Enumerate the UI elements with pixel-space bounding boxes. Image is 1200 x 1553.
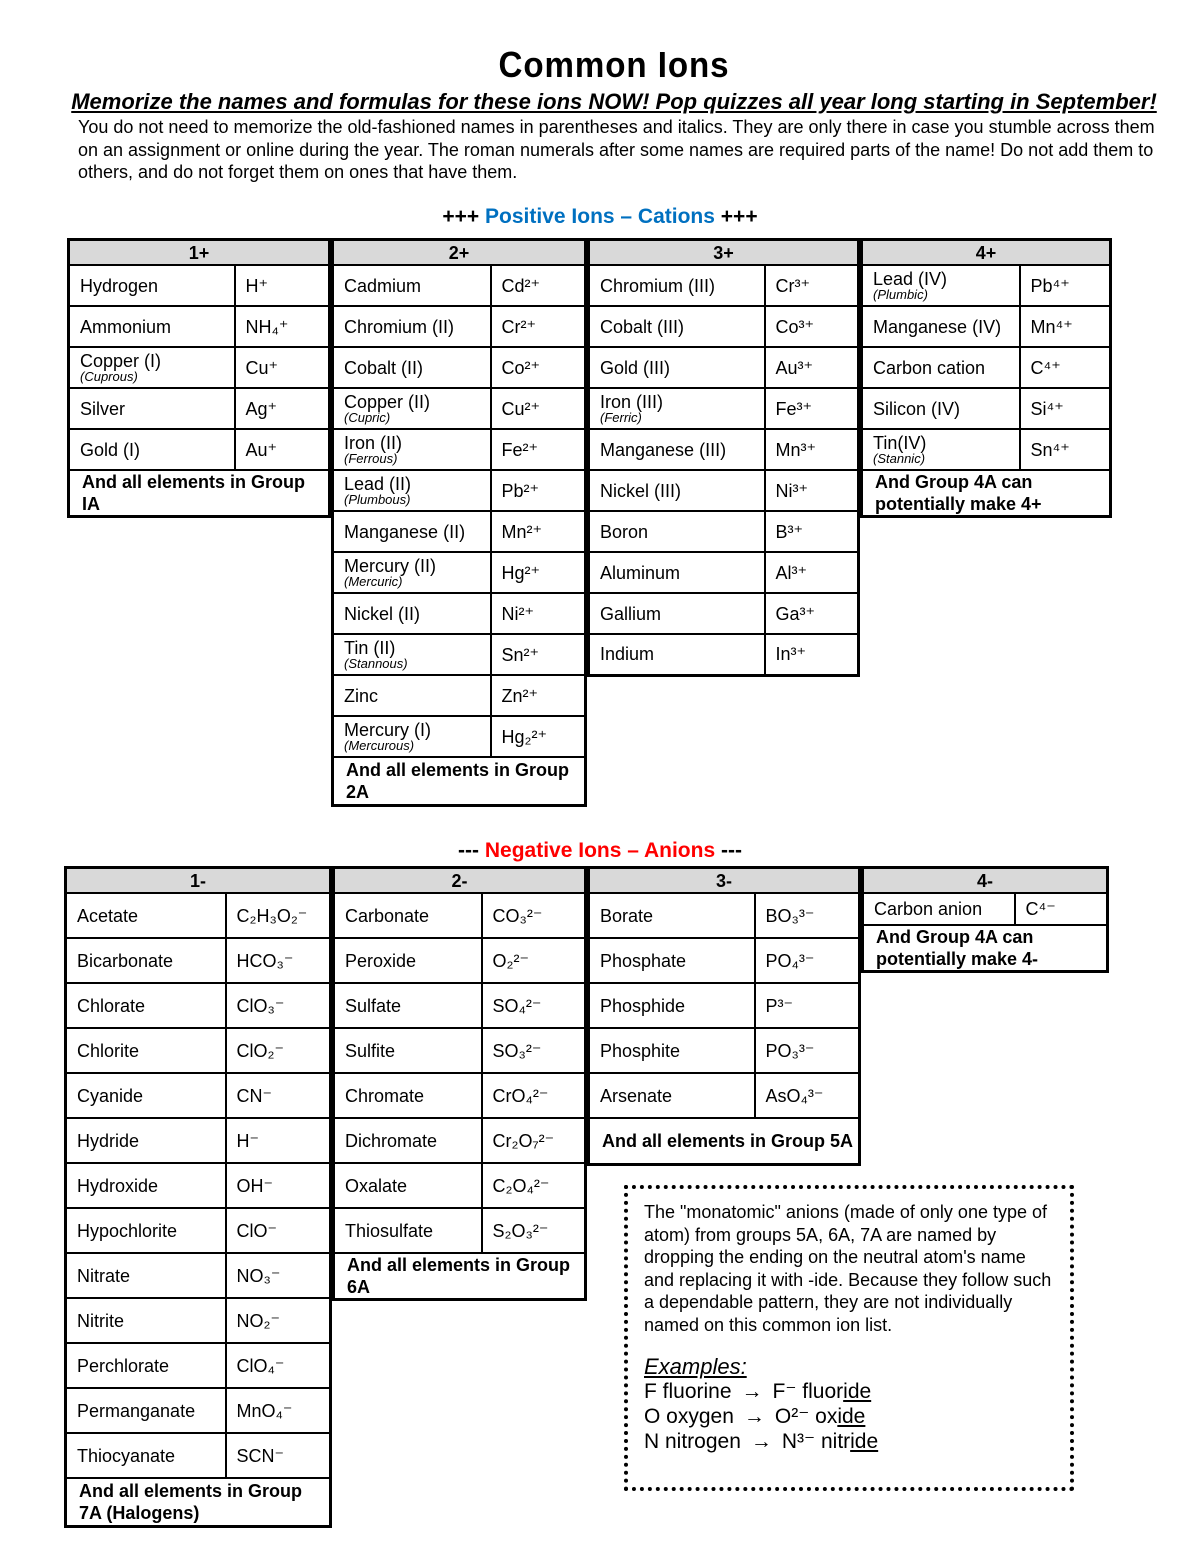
charge-header: 3+ [589, 240, 859, 266]
ion-formula: ClO₄⁻ [226, 1343, 331, 1388]
ion-name-cell [589, 893, 755, 938]
ion-row [66, 1388, 331, 1433]
ion-row [589, 552, 859, 593]
ion-name: Carbon cation [873, 357, 986, 378]
ion-name-cell [333, 347, 491, 388]
ion-name-cell [862, 265, 1020, 306]
ion-name: Aluminum [600, 562, 681, 583]
ion-name: Carbon anion [874, 899, 983, 919]
ion-formula: CrO₄²⁻ [482, 1073, 586, 1118]
example-ion: N³⁻ nitr [781, 1429, 851, 1453]
cations-table-2 [587, 238, 860, 677]
ion-row [589, 634, 859, 675]
ion-formula: Fe²⁺ [491, 429, 586, 470]
ion-name-cell [66, 1253, 226, 1298]
ion-name-cell [69, 347, 235, 388]
ion-row [66, 1208, 331, 1253]
ion-name-cell [589, 265, 765, 306]
ion-name-cell [334, 1028, 482, 1073]
ion-name: Nitrite [77, 1310, 125, 1331]
ion-name-cell [333, 306, 491, 347]
ion-formula: Mn²⁺ [491, 511, 586, 552]
cations-heading [0, 205, 1200, 229]
ion-name: Iron (II) [344, 432, 403, 453]
ion-row [862, 265, 1111, 306]
ion-row [589, 265, 859, 306]
ion-name: Dichromate [345, 1130, 438, 1151]
cations-heading-prefix: +++ [442, 205, 480, 228]
ion-formula: NH₄⁺ [235, 306, 330, 347]
ion-row [69, 429, 330, 470]
ion-row [589, 347, 859, 388]
ion-row [862, 429, 1111, 470]
ion-formula: OH⁻ [226, 1163, 331, 1208]
ion-old-name: (Stannous) [344, 655, 408, 671]
ion-name-cell [589, 429, 765, 470]
example-atom: O oxygen [644, 1404, 734, 1428]
ion-formula: O₂²⁻ [482, 938, 586, 983]
ion-name-cell [66, 1343, 226, 1388]
charge-header: 1- [66, 868, 331, 894]
ion-row [334, 1118, 586, 1163]
ion-name-cell [66, 893, 226, 938]
ion-formula: Ag⁺ [235, 388, 330, 429]
infobox-text: The "monatomic" anions (made of only one type of atom) from groups 5A, 6A, 7A are named by dropping the ending on the neutral atom's name and replacing it with -ide. Because they follow such a dependable pattern, they are not individually named on this common ion list. [644, 1202, 1052, 1335]
ion-formula: Cr₂O₇²⁻ [482, 1118, 586, 1163]
ion-name-cell [66, 1028, 226, 1073]
ion-formula: MnO₄⁻ [226, 1388, 331, 1433]
ion-name-cell [333, 552, 491, 593]
ion-name-cell [334, 983, 482, 1028]
ion-formula: H⁺ [235, 265, 330, 306]
ion-row [66, 1298, 331, 1343]
group-note: And Group 4A can potentially make 4- [863, 925, 1108, 972]
ion-row [333, 634, 586, 675]
ion-name-cell [863, 893, 1015, 925]
example-atom: F fluorine [644, 1379, 732, 1403]
ion-formula: ClO₃⁻ [226, 983, 331, 1028]
anions-table-1 [332, 866, 587, 1301]
ion-name: Tin(IV) [873, 432, 927, 453]
ion-name: Hypochlorite [77, 1220, 178, 1241]
ion-row [862, 306, 1111, 347]
ion-row [589, 1073, 860, 1118]
ion-row [334, 1208, 586, 1253]
ion-row [589, 983, 860, 1028]
examples-label: Examples: [644, 1354, 747, 1379]
ion-row [333, 347, 586, 388]
ion-name-cell [862, 347, 1020, 388]
ion-row [66, 1163, 331, 1208]
ion-row [334, 1028, 586, 1073]
ion-formula: C⁴⁻ [1015, 893, 1108, 925]
ion-name-cell [69, 429, 235, 470]
ion-formula: Fe³⁺ [765, 388, 859, 429]
ion-formula: Mn³⁺ [765, 429, 859, 470]
ion-formula: C⁴⁺ [1020, 347, 1111, 388]
group-note: And Group 4A can potentially make 4+ [862, 470, 1111, 517]
anions-heading-text: Negative Ions – Anions [484, 839, 716, 862]
ion-name-cell [333, 470, 491, 511]
ion-row [66, 983, 331, 1028]
ion-name-cell [333, 265, 491, 306]
ion-row [862, 388, 1111, 429]
ion-name: Manganese (II) [344, 521, 466, 542]
ion-name: Chromium (III) [600, 275, 716, 296]
ion-name: Acetate [77, 905, 139, 926]
ion-formula: Pb²⁺ [491, 470, 586, 511]
anions-table-0 [64, 866, 332, 1528]
ion-name-cell [66, 1298, 226, 1343]
page-title: Common Ions [498, 44, 730, 85]
ion-name-cell [334, 1073, 482, 1118]
ion-name-cell [589, 306, 765, 347]
ion-name-cell [589, 511, 765, 552]
ion-name: Thiocyanate [77, 1445, 176, 1466]
ion-name-cell [334, 938, 482, 983]
charge-header: 4+ [862, 240, 1111, 266]
ion-row [589, 893, 860, 938]
ion-name-cell [333, 593, 491, 634]
charge-header: 2- [334, 868, 586, 894]
charge-header: 1+ [69, 240, 330, 266]
ion-name-cell [333, 675, 491, 716]
ion-name: Hydroxide [77, 1175, 159, 1196]
ion-name-cell [862, 429, 1020, 470]
ion-name: Mercury (I) [344, 719, 431, 740]
ion-name-cell [589, 552, 765, 593]
group-note: And all elements in Group 6A [334, 1253, 586, 1300]
ion-formula: NO₂⁻ [226, 1298, 331, 1343]
ion-row [334, 983, 586, 1028]
anions-table-2 [587, 866, 861, 1166]
ion-formula: Ni²⁺ [491, 593, 586, 634]
ion-name-cell [862, 306, 1020, 347]
ion-name: Arsenate [600, 1085, 673, 1106]
charge-header: 4- [863, 868, 1108, 894]
ion-formula: Au³⁺ [765, 347, 859, 388]
ion-row [333, 429, 586, 470]
ion-row [333, 675, 586, 716]
ion-formula: Co²⁺ [491, 347, 586, 388]
ion-name: Chromate [345, 1085, 425, 1106]
example-ide-suffix: ide [850, 1429, 879, 1453]
ion-old-name: (Cupric) [344, 409, 391, 425]
ion-name-cell [589, 593, 765, 634]
ion-name: Copper (II) [344, 391, 431, 412]
ion-name-cell [333, 716, 491, 757]
ion-formula: Au⁺ [235, 429, 330, 470]
ion-name-cell [589, 1028, 755, 1073]
cations-table-0 [67, 238, 331, 518]
ion-formula: Cu²⁺ [491, 388, 586, 429]
ion-name: Manganese (IV) [873, 316, 1002, 337]
ion-name: Lead (IV) [873, 268, 948, 289]
ion-formula: AsO₄³⁻ [755, 1073, 860, 1118]
monatomic-anions-note [624, 1185, 1074, 1491]
ion-old-name: (Mercuric) [344, 573, 403, 589]
ion-row [334, 1073, 586, 1118]
ion-name-cell [334, 1163, 482, 1208]
ion-formula: PO₃³⁻ [755, 1028, 860, 1073]
ion-row [69, 347, 330, 388]
ion-name: Hydrogen [80, 275, 159, 296]
ion-row [334, 1163, 586, 1208]
ion-name: Gold (I) [80, 439, 141, 460]
anions-heading-prefix: --- [458, 839, 480, 862]
ion-name: Borate [600, 905, 654, 926]
ion-row [69, 265, 330, 306]
ion-row [589, 470, 859, 511]
group-note: And all elements in Group 2A [333, 757, 586, 805]
ion-formula: Si⁴⁺ [1020, 388, 1111, 429]
ion-name-cell [589, 388, 765, 429]
ion-row [66, 1433, 331, 1478]
cations-heading-suffix: +++ [720, 205, 758, 228]
ion-formula: ClO₂⁻ [226, 1028, 331, 1073]
ion-row [863, 893, 1108, 925]
ion-name: Phosphite [600, 1040, 681, 1061]
example-row [644, 1404, 1054, 1429]
ion-formula: Mn⁴⁺ [1020, 306, 1111, 347]
ion-row [333, 593, 586, 634]
ion-row [589, 306, 859, 347]
ion-name: Chlorite [77, 1040, 140, 1061]
ion-formula: Cr²⁺ [491, 306, 586, 347]
ion-name-cell [333, 429, 491, 470]
ion-row [589, 511, 859, 552]
ion-row [862, 347, 1111, 388]
ion-formula: Zn²⁺ [491, 675, 586, 716]
ion-name: Lead (II) [344, 473, 412, 494]
group-note: And all elements in Group IA [69, 470, 330, 517]
ion-row [589, 1028, 860, 1073]
ion-formula: Cu⁺ [235, 347, 330, 388]
ion-name: Sulfite [345, 1040, 396, 1061]
ion-name-cell [66, 938, 226, 983]
ion-name: Permanganate [77, 1400, 196, 1421]
ion-formula: BO₃³⁻ [755, 893, 860, 938]
ion-name: Sulfate [345, 995, 402, 1016]
ion-row [69, 306, 330, 347]
ion-old-name: (Plumbic) [873, 286, 928, 302]
ion-name: Peroxide [345, 950, 417, 971]
ion-formula: In³⁺ [765, 634, 859, 675]
ion-formula: Sn⁴⁺ [1020, 429, 1111, 470]
example-row [644, 1379, 1054, 1404]
ion-row [66, 1073, 331, 1118]
ion-formula: Ni³⁺ [765, 470, 859, 511]
ion-name: Chromium (II) [344, 316, 455, 337]
ion-formula: B³⁺ [765, 511, 859, 552]
ion-row [333, 470, 586, 511]
ion-name-cell [589, 1073, 755, 1118]
ion-formula: Pb⁴⁺ [1020, 265, 1111, 306]
ion-formula: SO₄²⁻ [482, 983, 586, 1028]
ion-old-name: (Ferrous) [344, 450, 398, 466]
ion-old-name: (Mercurous) [344, 737, 415, 753]
cations-table-1 [331, 238, 587, 807]
ion-formula: C₂H₃O₂⁻ [226, 893, 331, 938]
cations-table-3 [860, 238, 1112, 518]
ion-name: Gold (III) [600, 357, 671, 378]
ion-row [333, 552, 586, 593]
arrow-icon: → [743, 1404, 765, 1428]
ion-formula: Ga³⁺ [765, 593, 859, 634]
ion-name: Nickel (II) [344, 603, 420, 624]
ion-name: Copper (I) [80, 350, 162, 371]
ion-name-cell [589, 938, 755, 983]
ion-name-cell [69, 265, 235, 306]
ion-old-name: (Plumbous) [344, 491, 411, 507]
ion-name: Ammonium [80, 316, 172, 337]
example-ion: F⁻ fluor [772, 1379, 844, 1403]
ion-name: Nickel (III) [600, 480, 681, 501]
ion-name: Indium [600, 644, 655, 665]
ion-row [66, 1343, 331, 1388]
example-ion: O²⁻ ox [774, 1404, 838, 1428]
ion-formula: CO₃²⁻ [482, 893, 586, 938]
example-atom: N nitrogen [644, 1429, 741, 1453]
anions-table-3 [861, 866, 1109, 973]
ion-name: Gallium [600, 603, 662, 624]
ion-old-name: (Ferric) [600, 409, 642, 425]
ion-name-cell [66, 1208, 226, 1253]
ion-formula: Sn²⁺ [491, 634, 586, 675]
ion-formula: Hg₂²⁺ [491, 716, 586, 757]
ion-name: Boron [600, 521, 649, 542]
charge-header: 2+ [333, 240, 586, 266]
ion-row [589, 429, 859, 470]
ion-formula: NO₃⁻ [226, 1253, 331, 1298]
charge-header: 3- [589, 868, 860, 894]
ion-formula: SCN⁻ [226, 1433, 331, 1478]
ion-formula: C₂O₄²⁻ [482, 1163, 586, 1208]
ion-formula: S₂O₃²⁻ [482, 1208, 586, 1253]
ion-name-cell [66, 983, 226, 1028]
ion-name-cell [333, 634, 491, 675]
anions-heading [0, 839, 1200, 863]
example-row [644, 1429, 1054, 1454]
ion-row [334, 893, 586, 938]
ion-name: Phosphide [600, 995, 686, 1016]
ion-name: Zinc [344, 685, 379, 706]
ion-row [66, 938, 331, 983]
ion-name: Tin (II) [344, 637, 396, 658]
ion-row [66, 893, 331, 938]
ion-name: Oxalate [345, 1175, 408, 1196]
group-note: And all elements in Group 5A [589, 1118, 860, 1164]
ion-name: Cobalt (II) [344, 357, 424, 378]
ion-name-cell [66, 1163, 226, 1208]
ion-name: Cobalt (III) [600, 316, 685, 337]
ion-name-cell [66, 1433, 226, 1478]
ion-name-cell [334, 1208, 482, 1253]
example-ide-suffix: ide [837, 1404, 866, 1428]
ion-name-cell [69, 388, 235, 429]
ion-row [333, 306, 586, 347]
ion-row [589, 388, 859, 429]
ion-name-cell [69, 306, 235, 347]
ion-formula: Al³⁺ [765, 552, 859, 593]
ion-formula: Hg²⁺ [491, 552, 586, 593]
ion-name: Phosphate [600, 950, 687, 971]
ion-name: Thiosulfate [345, 1220, 434, 1241]
ion-name: Chlorate [77, 995, 146, 1016]
ion-formula: ClO⁻ [226, 1208, 331, 1253]
ion-name-cell [333, 388, 491, 429]
ion-formula: Cr³⁺ [765, 265, 859, 306]
ion-row [66, 1118, 331, 1163]
ion-formula: P³⁻ [755, 983, 860, 1028]
ion-formula: Cd²⁺ [491, 265, 586, 306]
ion-formula: H⁻ [226, 1118, 331, 1163]
example-ide-suffix: ide [843, 1379, 872, 1403]
ion-name-cell [589, 634, 765, 675]
anions-heading-suffix: --- [720, 839, 742, 862]
ion-name-cell [334, 893, 482, 938]
ion-name-cell [589, 347, 765, 388]
ion-name: Silicon (IV) [873, 398, 961, 419]
ion-row [333, 265, 586, 306]
group-note: And all elements in Group 7A (Halogens) [66, 1478, 331, 1526]
ion-formula: CN⁻ [226, 1073, 331, 1118]
ion-name: Silver [80, 398, 126, 419]
ion-row [589, 593, 859, 634]
ion-name-cell [66, 1388, 226, 1433]
ion-name: Perchlorate [77, 1355, 170, 1376]
ion-name: Hydride [77, 1130, 140, 1151]
ion-name: Cyanide [77, 1085, 144, 1106]
ion-old-name: (Cuprous) [80, 368, 138, 384]
ion-row [69, 388, 330, 429]
ion-row [66, 1253, 331, 1298]
page-subtitle: Memorize the names and formulas for these ions NOW! Pop quizzes all year long starting in September! [71, 89, 1157, 114]
ion-name: Nitrate [77, 1265, 131, 1286]
ion-name: Carbonate [345, 905, 430, 926]
arrow-icon: → [750, 1429, 772, 1453]
ion-formula: PO₄³⁻ [755, 938, 860, 983]
ion-name: Manganese (III) [600, 439, 727, 460]
ion-name-cell [66, 1073, 226, 1118]
ion-formula: Co³⁺ [765, 306, 859, 347]
ion-row [66, 1028, 331, 1073]
ion-row [589, 938, 860, 983]
ion-row [334, 938, 586, 983]
examples-list [644, 1379, 1054, 1454]
intro-paragraph: You do not need to memorize the old-fashioned names in parentheses and italics. They are only there in case you stumble across them on an assignment or online during the year. The roman numerals after some names are required parts of the name! Do not add them to others, and do not forget them on ones that have them. [78, 117, 1155, 182]
ion-row [333, 388, 586, 429]
ion-row [333, 716, 586, 757]
ion-formula: SO₃²⁻ [482, 1028, 586, 1073]
cations-heading-text: Positive Ions – Cations [485, 205, 715, 228]
ion-name: Bicarbonate [77, 950, 174, 971]
ion-name: Mercury (II) [344, 555, 436, 576]
ion-name-cell [862, 388, 1020, 429]
ion-name-cell [589, 470, 765, 511]
ion-name-cell [589, 983, 755, 1028]
ion-name-cell [334, 1118, 482, 1163]
ion-formula: HCO₃⁻ [226, 938, 331, 983]
ion-name: Iron (III) [600, 391, 664, 412]
ion-name-cell [333, 511, 491, 552]
arrow-icon: → [741, 1379, 763, 1403]
ion-row [333, 511, 586, 552]
ion-old-name: (Stannic) [873, 450, 926, 466]
ion-name-cell [66, 1118, 226, 1163]
ion-name: Cadmium [344, 275, 422, 296]
